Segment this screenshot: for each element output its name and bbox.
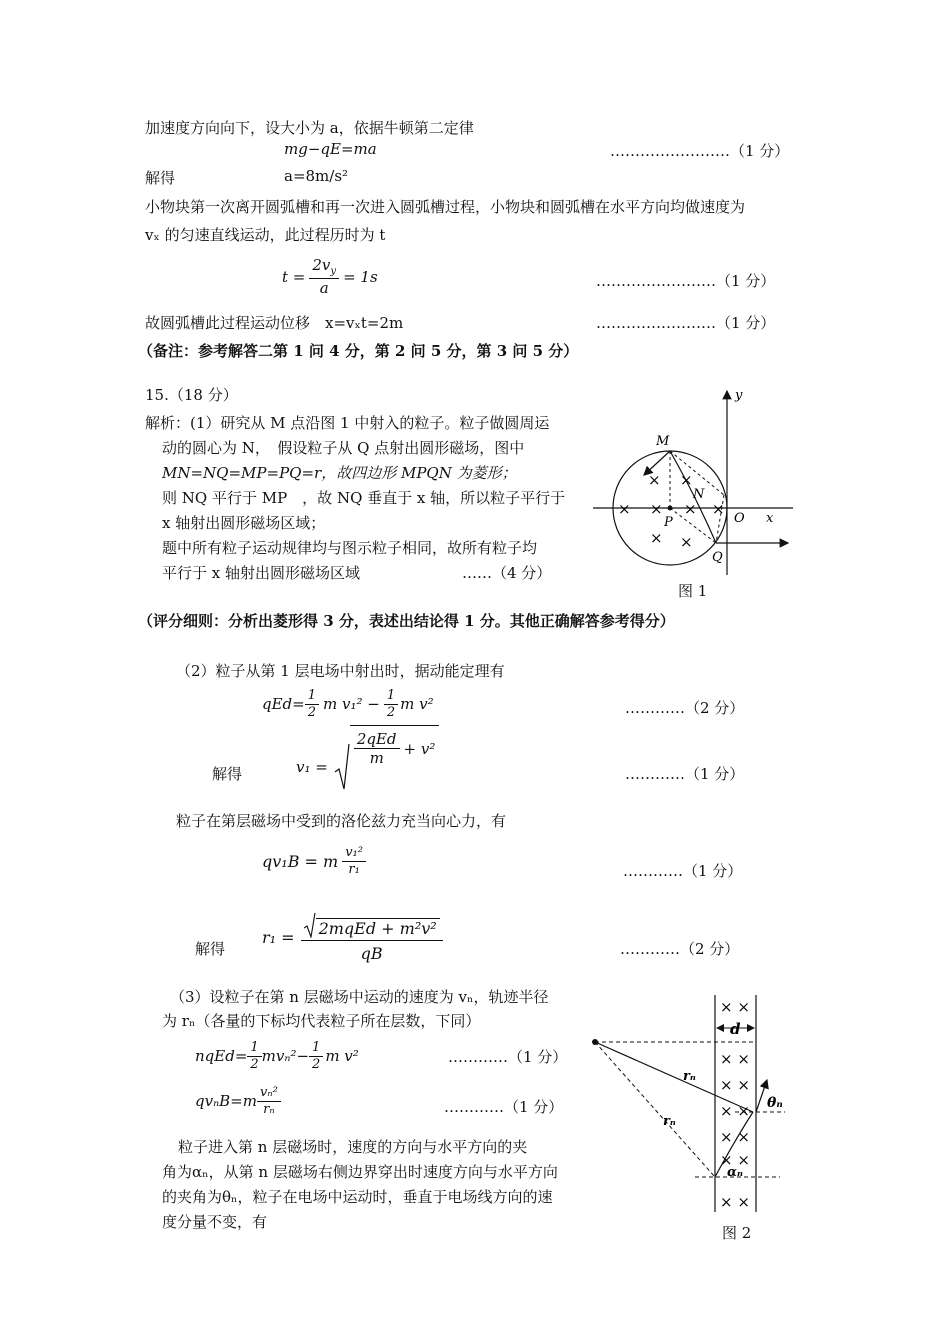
- equation-r1: [262, 912, 443, 963]
- cross: ×: [712, 500, 725, 518]
- eq-t-num: 2v: [312, 256, 331, 274]
- eq-e-left: nqEd=: [195, 1047, 248, 1066]
- equation-layer-lorentz: [195, 1085, 281, 1117]
- eq-b-den: m: [369, 749, 384, 767]
- figure-1-caption: 图 1: [678, 582, 708, 600]
- cross-pair: × ×: [720, 998, 750, 1016]
- text-line: 故圆弧槽此过程运动位移 x=vₓt=2m: [145, 314, 404, 332]
- eq-d-left: r₁ =: [262, 928, 295, 947]
- eq-b-left: v₁ =: [296, 758, 328, 776]
- label-O: O: [734, 511, 745, 526]
- eq-e-mid: mvₙ²−: [261, 1047, 310, 1066]
- cross: ×: [680, 471, 693, 489]
- label-alpha: αₙ: [727, 1165, 743, 1180]
- eq-a-m1: m v₁² −: [323, 695, 380, 714]
- half-num: 1: [247, 1040, 261, 1057]
- cross: ×: [650, 500, 663, 518]
- text-line: 为 rₙ（各量的下标均代表粒子所在层数，下同）: [162, 1012, 481, 1030]
- figure-2: [585, 990, 810, 1215]
- eq-t-num-sub: y: [330, 266, 337, 277]
- eq-t-right: = 1s: [343, 267, 378, 286]
- cross-pair: × ×: [720, 1050, 750, 1068]
- cross-pair: × ×: [720, 1076, 750, 1094]
- text-line: 的夹角为θₙ，粒子在电场中运动时，垂直于电场线方向的速: [162, 1188, 553, 1206]
- text-line: 则 NQ 平行于 MP ，故 NQ 垂直于 x 轴，所以粒子平行于: [162, 489, 566, 507]
- score-dots: ……………………（1 分）: [596, 272, 776, 290]
- eq-b-num: 2qEd: [354, 730, 400, 749]
- label-y: y: [735, 388, 743, 403]
- text-line: 平行于 x 轴射出圆形磁场区域: [162, 564, 360, 582]
- half-den: 2: [250, 1056, 259, 1072]
- label-N: N: [693, 487, 705, 502]
- cross-pair: × ×: [720, 1193, 750, 1211]
- equation-layer-energy: [195, 1040, 359, 1072]
- score-dots: ……………………（1 分）: [596, 314, 776, 332]
- text-line: 粒子在第层磁场中受到的洛伦兹力充当向心力，有: [176, 812, 507, 830]
- text-line: 度分量不变，有: [162, 1213, 268, 1231]
- label-P: P: [664, 515, 673, 530]
- cross-pair: × ×: [720, 1128, 750, 1146]
- score-dots: ……………………（1 分）: [610, 142, 790, 160]
- half-den: 2: [307, 704, 317, 720]
- score-dots: …………（2 分）: [625, 699, 745, 717]
- point-P: [668, 506, 673, 511]
- note: （备注：参考解答二第 1 问 4 分，第 2 问 5 分，第 3 问 5 分）: [138, 342, 579, 360]
- half-num: 1: [309, 1040, 323, 1057]
- eq-f-num: vₙ²: [257, 1085, 281, 1102]
- half-den: 2: [386, 704, 396, 720]
- cross: ×: [650, 529, 663, 547]
- score-dots: …………（1 分）: [448, 1048, 568, 1066]
- eq-t-frac: [309, 256, 339, 297]
- equation-v1: [296, 730, 439, 792]
- text-line: vₓ 的匀速直线运动，此过程历时为 t: [145, 226, 386, 244]
- text-line: （2）粒子从第 1 层电场中射出时，据动能定理有: [176, 662, 505, 680]
- label-Q: Q: [712, 550, 723, 565]
- score-dots: …………（1 分）: [444, 1098, 564, 1116]
- cross: ×: [680, 533, 693, 551]
- score-dots: …………（2 分）: [620, 940, 740, 958]
- cross: ×: [648, 471, 661, 489]
- sqrt-sign: [304, 912, 316, 938]
- eq-c-num: v₁²: [342, 845, 366, 862]
- label-solve: 解得: [212, 765, 243, 783]
- radius-dashed: [595, 1042, 715, 1177]
- sqrt-sign: [334, 742, 350, 792]
- text-line: 加速度方向向下，设大小为 a，依据牛顿第二定律: [145, 119, 474, 137]
- half-num: 1: [305, 688, 319, 705]
- text-line: 题中所有粒子运动规律均与图示粒子相同，故所有粒子均: [162, 539, 538, 557]
- equation-lorentz: [262, 845, 366, 877]
- eq-c-den: r₁: [348, 861, 360, 877]
- text-line: 动的圆心为 N， 假设粒子从 Q 点射出圆形磁场，图中: [162, 439, 525, 457]
- label-rn: rₙ: [683, 1069, 696, 1084]
- cross-pair: × ×: [720, 1151, 750, 1169]
- eq-t-den: a: [319, 279, 329, 297]
- sqrt-body: [350, 725, 440, 772]
- figure-1: [588, 385, 803, 605]
- figure-2-caption: 图 2: [722, 1224, 752, 1242]
- eq-e-right: m v²: [325, 1047, 359, 1066]
- label-theta: θₙ: [767, 1095, 783, 1111]
- half-num: 1: [384, 688, 398, 705]
- text-line: 粒子进入第 n 层磁场时，速度的方向与水平方向的夹: [178, 1138, 528, 1156]
- exit-velocity-arrow: [756, 1080, 767, 1112]
- text-line: x 轴射出圆形磁场区域；: [162, 514, 326, 532]
- eq-a-m2: m v²: [400, 695, 434, 714]
- half-den: 2: [312, 1056, 321, 1072]
- label-solve: 解得: [145, 169, 176, 187]
- equation-energy: [262, 688, 434, 720]
- eq-d-frac: [301, 912, 443, 963]
- eq-b-tail: + v²: [403, 739, 436, 758]
- score-dots: …………（1 分）: [623, 862, 743, 880]
- eq-a-left: qEd=: [262, 695, 305, 714]
- text-line: 角为αₙ，从第 n 层磁场右侧边界穿出时速度方向与水平方向: [162, 1163, 558, 1181]
- equation-t: [282, 256, 378, 297]
- eq-f-left: qvₙB=m: [195, 1092, 257, 1111]
- equation-newton: mg−qE=ma: [284, 140, 377, 158]
- grading-note: （评分细则：分析出菱形得 3 分，表述出结论得 1 分。其他正确解答参考得分）: [138, 612, 675, 630]
- label-rn: rₙ: [663, 1114, 676, 1129]
- equation-a: a=8m/s²: [284, 167, 349, 185]
- score-dots: ……（4 分）: [462, 564, 552, 582]
- text-line: MN=NQ=MP=PQ=r，故四边形 MPQN 为菱形；: [162, 464, 517, 482]
- cross: ×: [684, 500, 697, 518]
- question-title: 15.（18 分）: [145, 386, 238, 404]
- text-line: 解析：(1）研究从 M 点沿图 1 中射入的粒子。粒子做圆周运: [145, 414, 550, 432]
- label-solve: 解得: [195, 940, 226, 958]
- score-dots: …………（1 分）: [625, 765, 745, 783]
- eq-f-den: rₙ: [263, 1101, 275, 1117]
- eq-t-left: t =: [282, 267, 306, 286]
- label-x: x: [766, 511, 774, 526]
- eq-d-den: qB: [360, 944, 383, 963]
- text-line: （3）设粒子在第 n 层磁场中运动的速度为 vₙ，轨迹半径: [170, 988, 549, 1006]
- text-line: 小物块第一次离开圆弧槽和再一次进入圆弧槽过程，小物块和圆弧槽在水平方向均做速度为: [145, 198, 746, 216]
- eq-c-left: qv₁B = m: [262, 851, 339, 871]
- label-M: M: [656, 434, 670, 449]
- cross: ×: [618, 500, 631, 518]
- cross-pair: × ×: [720, 1102, 750, 1120]
- eq-d-num: 2mqEd + m²v²: [316, 918, 440, 938]
- label-d: d: [730, 1020, 741, 1038]
